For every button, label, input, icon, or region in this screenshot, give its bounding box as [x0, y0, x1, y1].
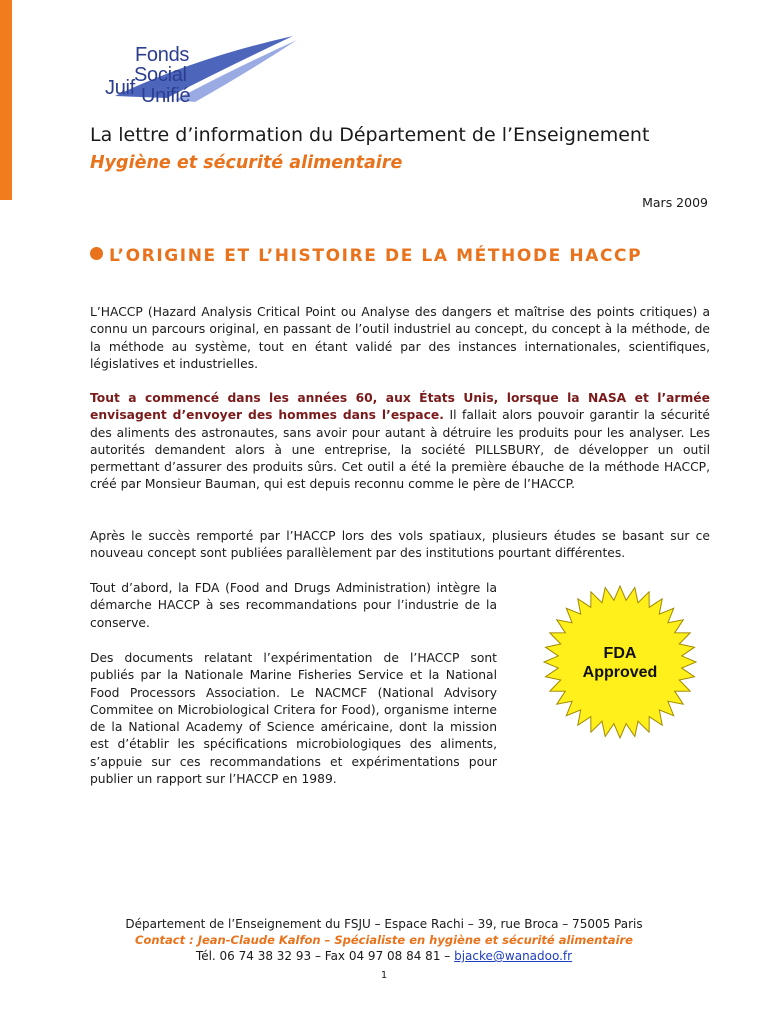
paragraph-history-highlight: Tout a commencé dans les années 60, aux États Unis, lorsque la NASA et l’armée envisagent d’envoyer des hommes dans l’espace.: [90, 391, 710, 423]
fda-approved-seal: [540, 582, 700, 742]
footer-email-link[interactable]: bjacke@wanadoo.fr: [454, 949, 573, 963]
fsju-logo: [75, 28, 315, 118]
footer-contact: Contact : Jean-Claude Kalfon – Spécialiste en hygiène et sécurité alimentaire: [135, 933, 633, 947]
paragraph-intro: L’HACCP (Hazard Analysis Critical Point ou Analyse des dangers et maîtrise des points critiques) a connu un parcours original, en passant de l’outil industriel au concept, du concept à la méthode, de la méthode au système, tout en étant validé par des instances internationales, scientifiques, législatives et industrielles.: [90, 305, 710, 371]
seal-line-fda: FDA: [603, 645, 637, 662]
logo-word-juif: Juif: [105, 77, 135, 99]
logo-word-social: Social: [134, 64, 187, 86]
paragraph-success: Après le succès remporté par l’HACCP lors des vols spatiaux, plusieurs études se basant sur ce nouveau concept sont publiées parallèlement par des institutions pourtant différentes.: [90, 529, 710, 561]
page-number: 1: [380, 970, 388, 981]
footer-address: Département de l’Enseignement du FSJU – Espace Rachi – 39, rue Broca – 75005 Paris: [125, 917, 643, 931]
footer-phone-line: [0, 948, 768, 964]
logo-swoosh-icon: [75, 28, 315, 118]
page-footer: [0, 916, 768, 964]
orange-accent-bar: [0, 0, 12, 200]
newsletter-title: La lettre d’information du Département de l’Enseignement: [90, 124, 650, 146]
paragraph-history-rest: Il fallait alors pouvoir garantir la sécurité des aliments des astronautes, sans avoir pour autant à détruire les produits pour les analyser. Les autorités demandent alors à une entreprise, la société PILLSBURY, de développer un outil permettant d’assurer des produits sûrs. Cet outil a été la première ébauche de la méthode HACCP, créé par Monsieur Bauman, qui est depuis reconnu comme le père de l’HACCP.: [90, 408, 710, 492]
logo-word-unifie: Unifié: [141, 85, 191, 107]
newsletter-subtitle: Hygiène et sécurité alimentaire: [90, 153, 403, 173]
issue-date: Mars 2009: [642, 195, 708, 210]
paragraph-history: [90, 390, 710, 494]
paragraph-documents: Des documents relatant l’expérimentation de l’HACCP sont publiés par la Nationale Marine Fisheries Service et la National Food Processors Association. Le NACMCF (National Advisory Commitee on Microbiological Critera for Food), organisme interne de la National Academy of Science américaine, dont la mission est d’établir les spécifications microbiologiques des aliments, s’appuie sur ces recommandations et expérimentations pour publier un rapport sur l’HACCP en 1989.: [90, 651, 497, 787]
footer-phone: Tél. 06 74 38 32 93 – Fax 04 97 08 84 81 –: [195, 949, 455, 963]
section-title-text: L’ORIGINE ET L’HISTOIRE DE LA MÉTHODE HACCP: [109, 246, 643, 266]
logo-word-fonds: Fonds: [135, 44, 190, 66]
section-title: [90, 246, 642, 266]
paragraph-fda: Tout d’abord, la FDA (Food and Drugs Administration) intègre la démarche HACCP à ses recommandations pour l’industrie de la conserve.: [90, 581, 497, 630]
seal-line-approved: Approved: [582, 664, 658, 681]
bullet-icon: [90, 247, 103, 260]
